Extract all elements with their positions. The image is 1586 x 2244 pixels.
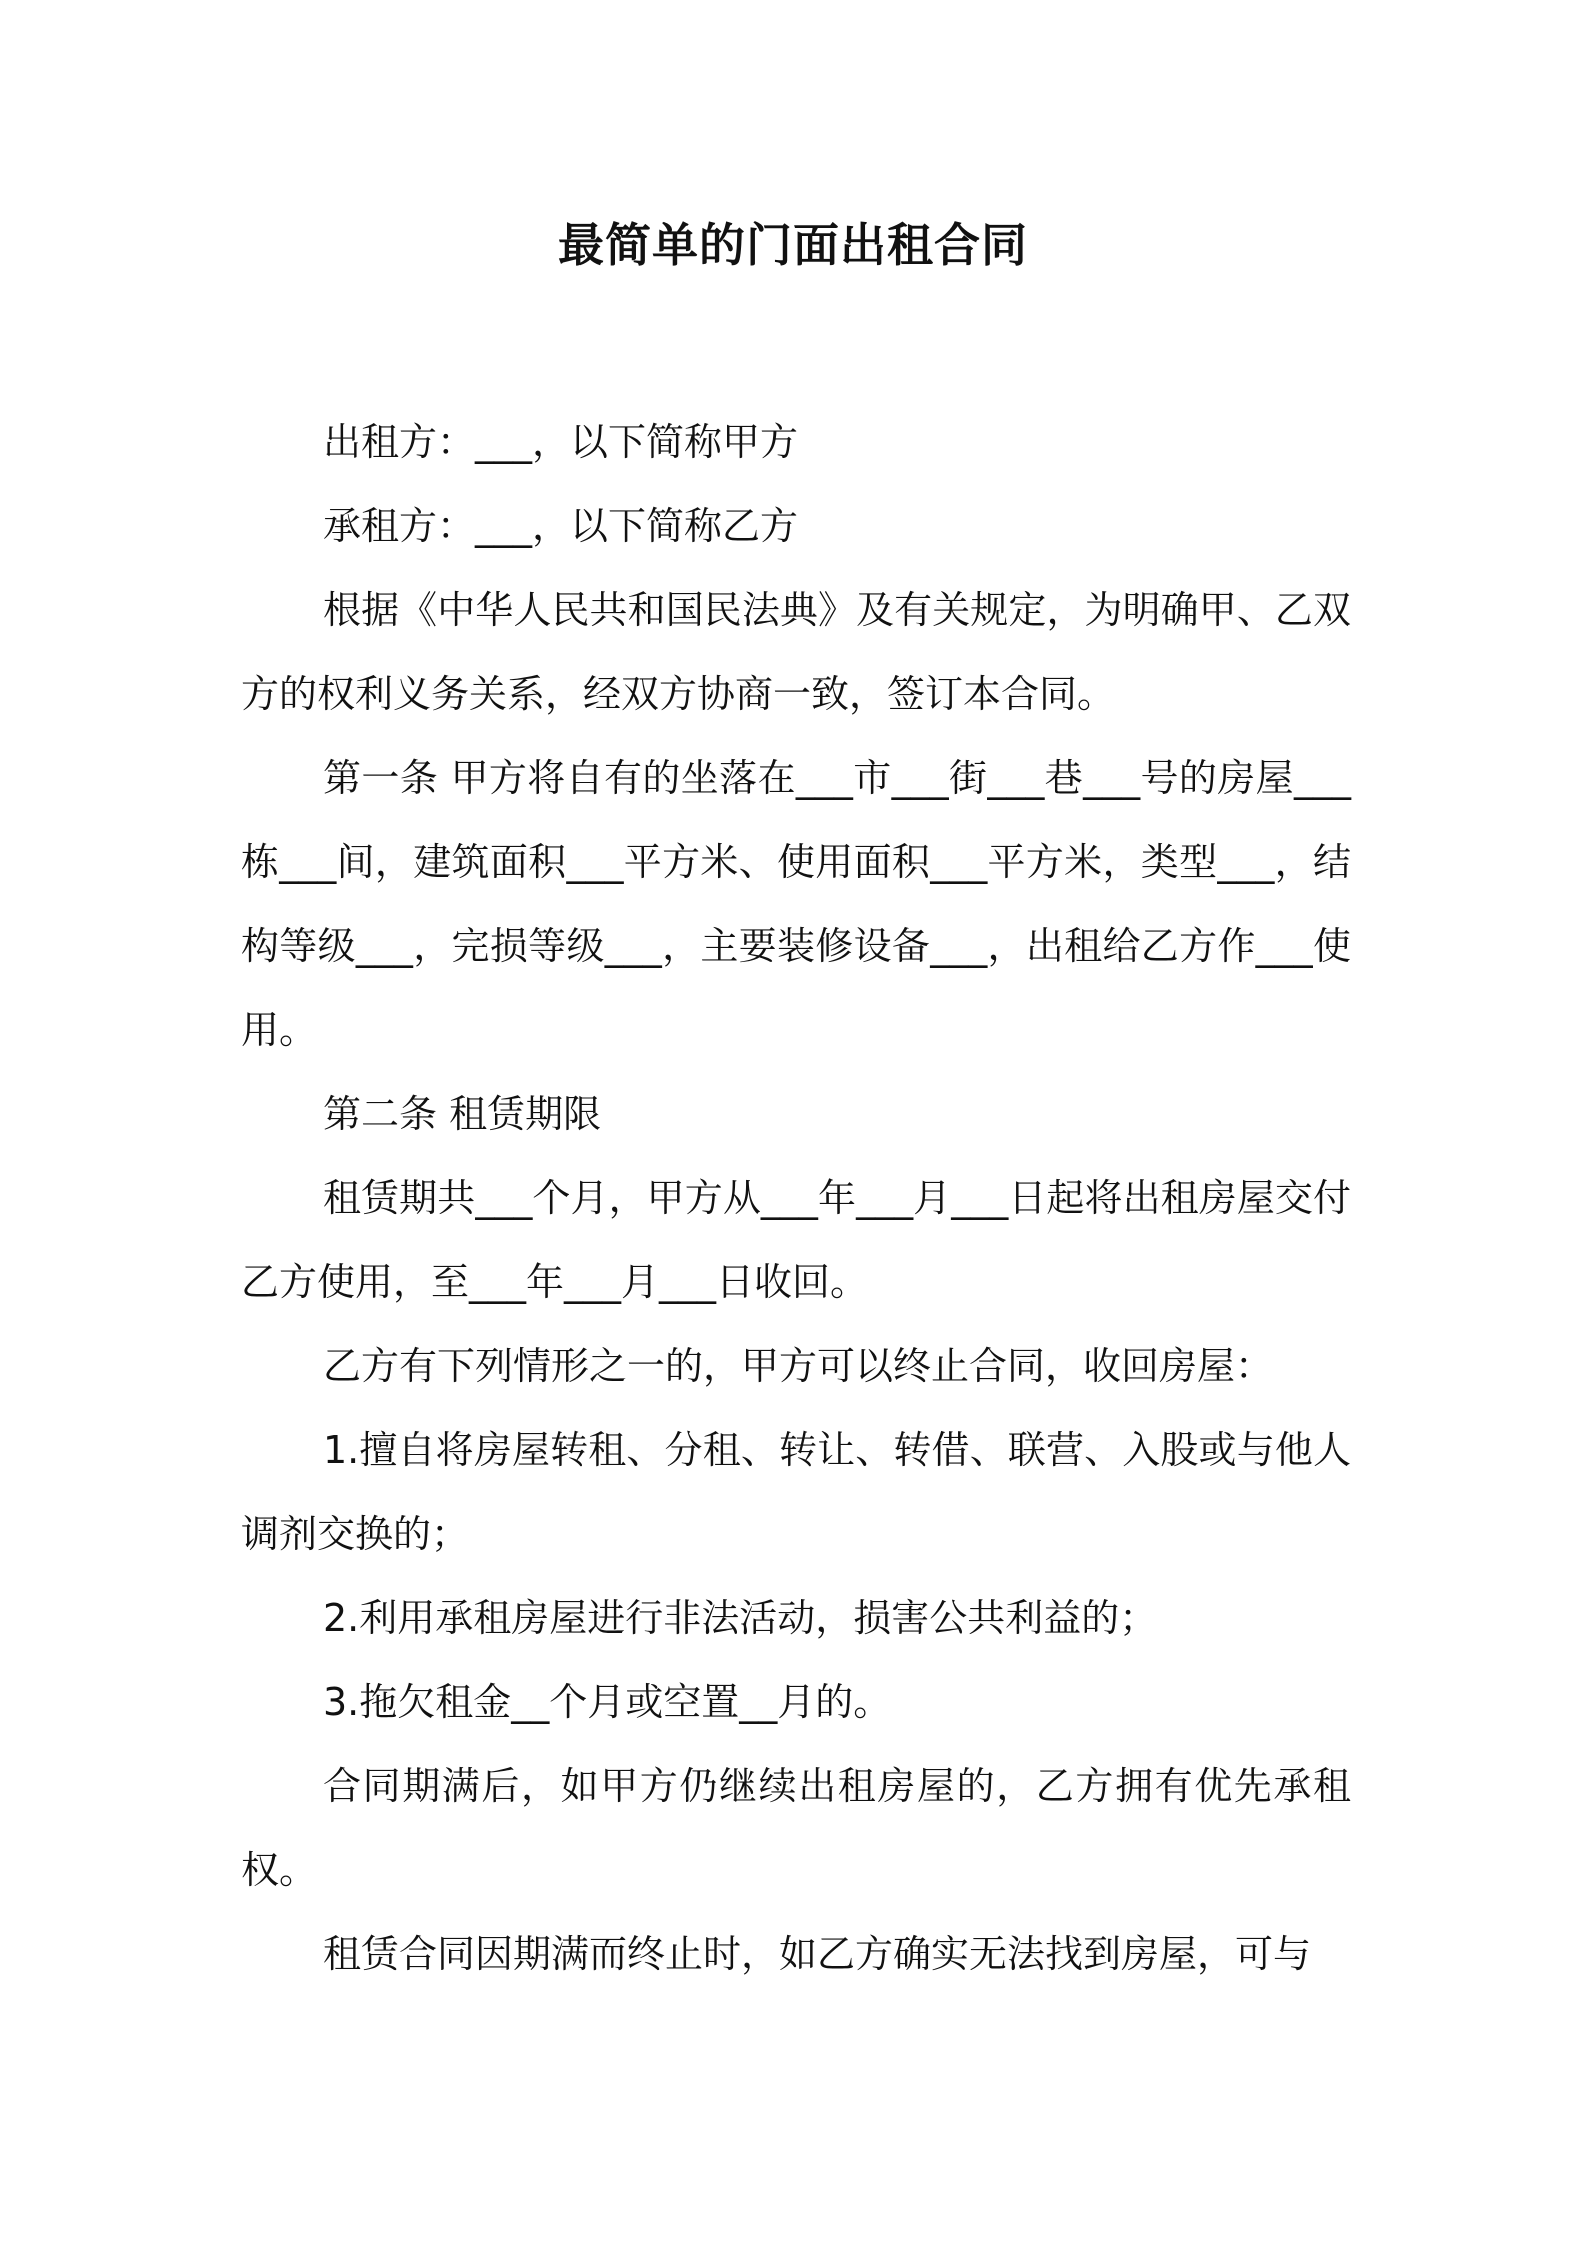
document-title: 最简单的门面出租合同 — [558, 218, 1028, 272]
paragraph-expiry: 租赁合同因期满而终止时，如乙方确实无法找到房屋，可与 — [323, 1932, 1312, 1976]
paragraph-priority-right: 合同期满后，如甲方仍继续出租房屋的，乙方拥有优先承租权。 — [241, 1764, 1351, 1892]
paragraph-termination-item-2: 2.利用承租房屋进行非法活动，损害公共利益的； — [323, 1596, 1158, 1640]
paragraph-lessor: 出租方：___，以下简称甲方 — [323, 420, 799, 464]
paragraph-preamble: 根据《中华人民共和国民法典》及有关规定，为明确甲、乙双方的权利义务关系，经双方协商一致，签订本合同。 — [241, 588, 1351, 716]
document-body — [241, 400, 1351, 1996]
paragraph-termination-intro: 乙方有下列情形之一的，甲方可以终止合同，收回房屋： — [323, 1344, 1274, 1388]
paragraph-article-1: 第一条 甲方将自有的坐落在___市___街___巷___号的房屋___栋___间，建筑面积___平方米、使用面积___平方米，类型___，结构等级___，完损等级___，主要装修设备___，出租给乙方作___使用。 — [241, 756, 1351, 1052]
paragraph-article-2-heading: 第二条 租赁期限 — [323, 1092, 602, 1136]
paragraph-lessee: 承租方：___，以下简称乙方 — [323, 504, 799, 548]
paragraph-termination-item-1: 1.擅自将房屋转租、分租、转让、转借、联营、入股或与他人调剂交换的； — [241, 1428, 1351, 1556]
paragraph-lease-term: 租赁期共___个月，甲方从___年___月___日起将出租房屋交付乙方使用，至___年___月___日收回。 — [241, 1176, 1351, 1304]
paragraph-termination-item-3: 3.拖欠租金__个月或空置__月的。 — [323, 1680, 892, 1724]
